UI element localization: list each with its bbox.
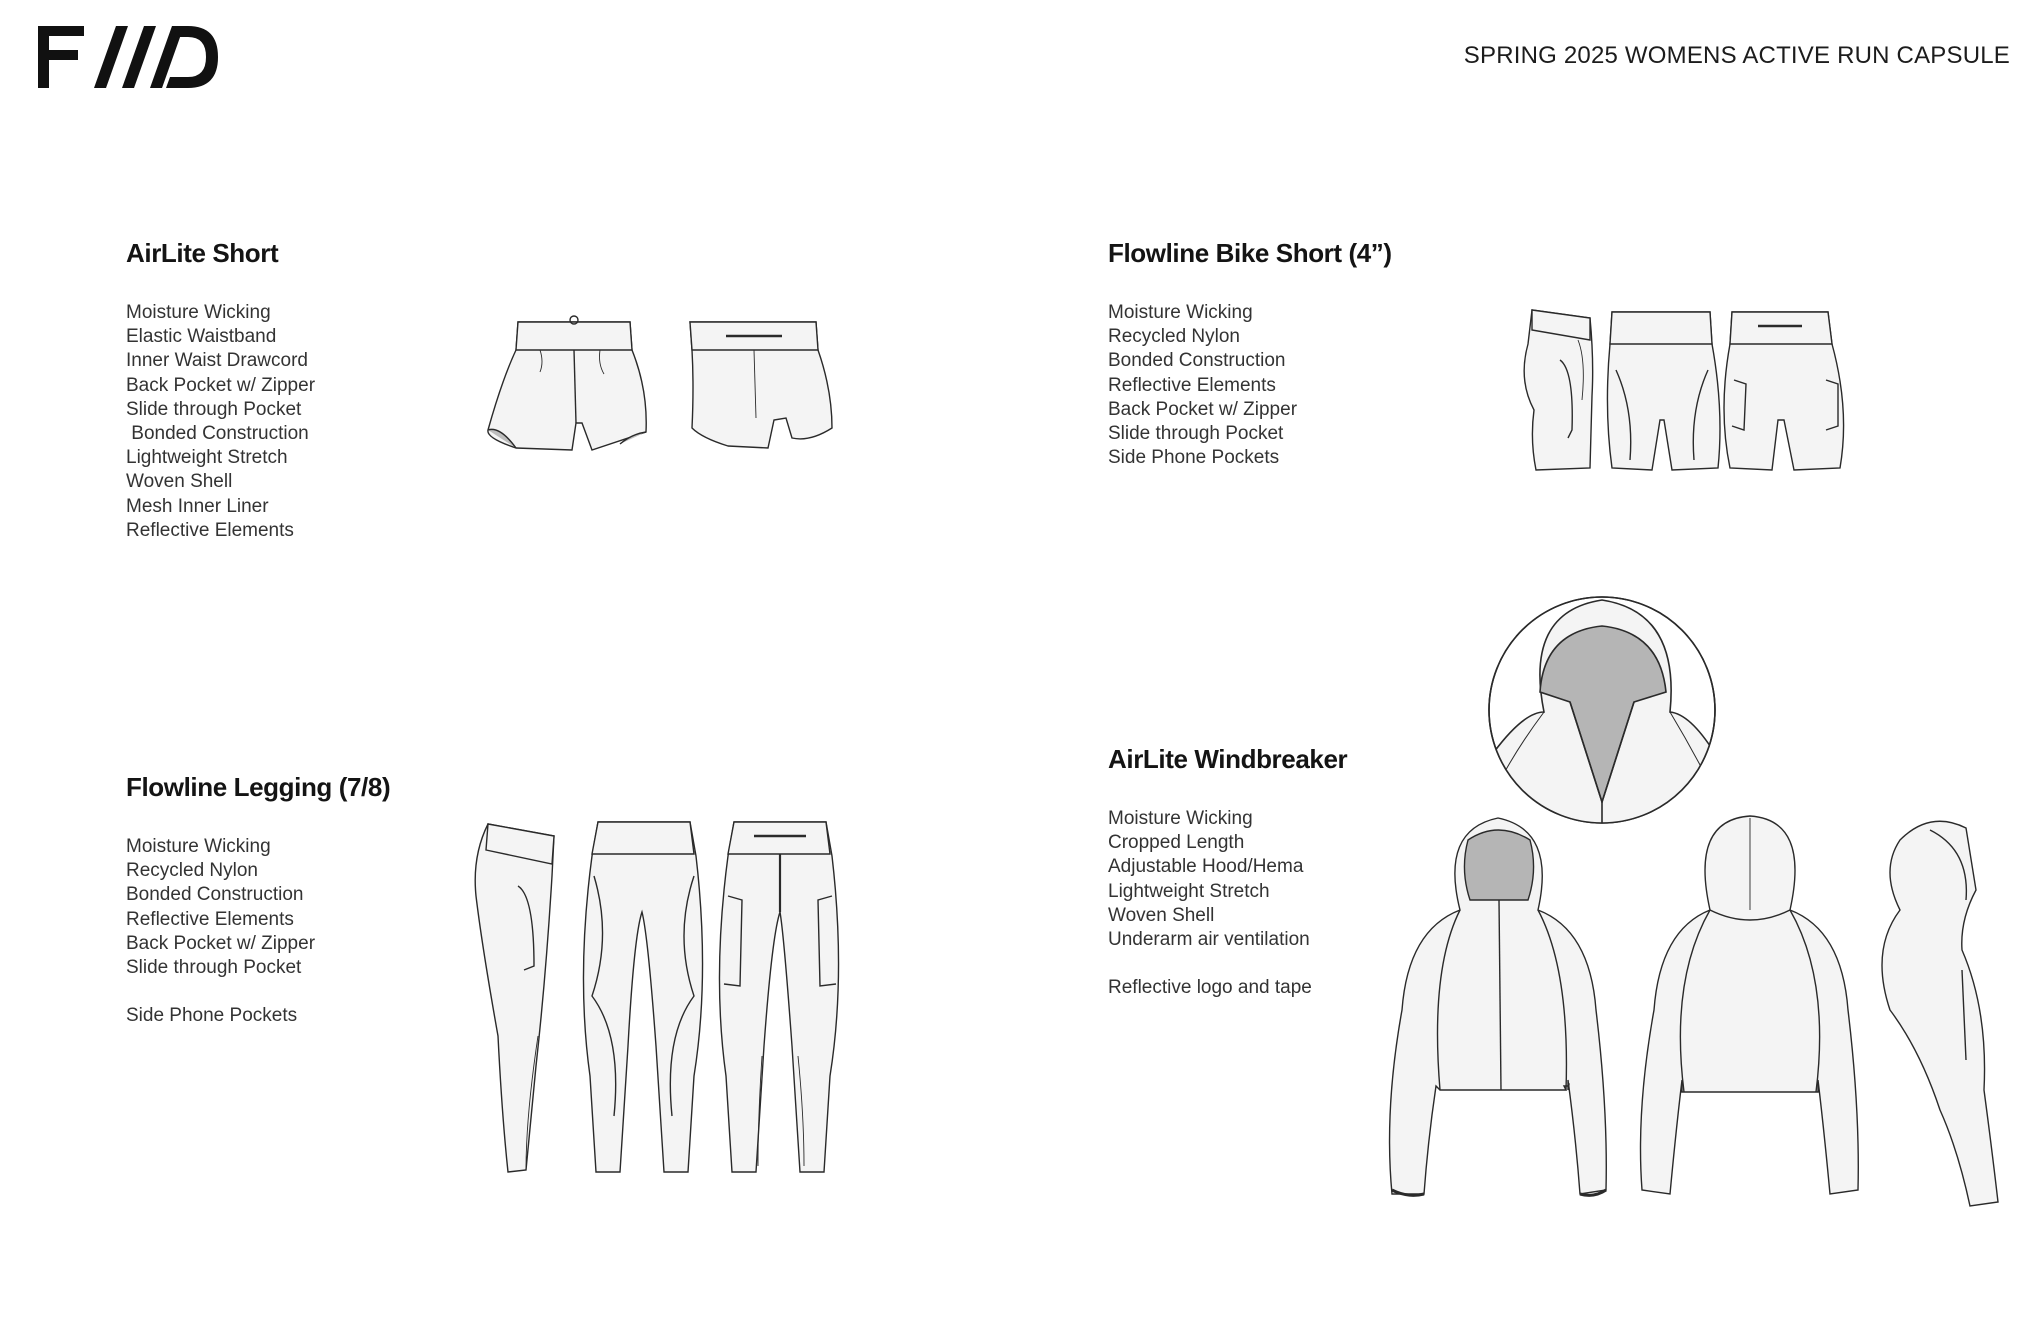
windbreaker-hood-detail [1484,592,1720,828]
legging-sketch [462,816,862,1182]
feature-item: Lightweight Stretch [1108,880,1270,902]
product-title: Flowline Bike Short (4”) [1108,238,1392,268]
brand-logo [38,26,218,88]
legging-front-view [583,822,702,1172]
short-back-view [690,322,832,448]
feature-item: Bonded Construction [126,884,304,906]
feature-item: Moisture Wicking [1108,302,1253,323]
bike-short-back-view [1724,312,1844,470]
feature-item: Back Pocket w/ Zipper [126,932,316,954]
bike-short-side-view [1524,310,1593,470]
short-front-view [488,316,646,450]
legging-side-view [475,824,554,1172]
windbreaker-sketch [1370,810,2000,1210]
feature-item: Lightweight Stretch [126,447,288,469]
feature-item: Bonded Construction [1108,350,1286,372]
feature-item: Adjustable Hood/Hema [1108,856,1304,878]
feature-item: Slide through Pocket [126,398,302,420]
feature-item: Moisture Wicking [126,302,271,323]
feature-item [126,980,466,1004]
product-airlite-short [126,238,446,543]
feature-list [126,301,446,543]
feature-item: Cropped Length [1108,832,1245,854]
bike-short-front-view [1607,312,1720,470]
product-title: AirLite Windbreaker [1108,744,1348,774]
product-airlite-windbreaker [1108,744,1408,1001]
legging-back-view [719,822,838,1172]
feature-item: Back Pocket w/ Zipper [126,374,316,396]
feature-item: Back Pocket w/ Zipper [1108,398,1298,420]
feature-item: Side Phone Pockets [1108,447,1280,469]
feature-item: Bonded Construction [126,422,309,444]
feature-item: Moisture Wicking [1108,808,1253,829]
collection-title: SPRING 2025 WOMENS ACTIVE RUN CAPSULE [1463,42,2010,69]
feature-item: Reflective Elements [1108,374,1276,396]
feature-item: Reflective logo and tape [1108,977,1312,999]
feature-item: Mesh Inner Liner [126,495,269,517]
feature-item: Slide through Pocket [126,956,302,978]
feature-list [126,835,466,1029]
feature-item: Recycled Nylon [1108,326,1240,348]
feature-item: Reflective Elements [126,908,294,930]
feature-item: Reflective Elements [126,519,294,541]
feature-item: Woven Shell [1108,904,1215,926]
feature-item: Slide through Pocket [1108,422,1284,444]
bike-short-sketch [1520,300,1860,480]
feature-item: Elastic Waistband [126,326,277,348]
feature-list [1108,807,1408,1001]
feature-list [1108,301,1448,470]
feature-item: Side Phone Pockets [126,1005,298,1027]
product-title: Flowline Legging (7/8) [126,772,391,802]
airlite-short-sketch [480,310,850,460]
feature-item [1108,952,1408,976]
windbreaker-side-view [1882,821,1998,1206]
feature-item: Moisture Wicking [126,836,271,857]
product-title: AirLite Short [126,238,279,268]
windbreaker-front-view [1390,818,1607,1195]
product-flowline-bike-short [1108,238,1448,470]
feature-item: Woven Shell [126,471,233,493]
feature-item: Underarm air ventilation [1108,928,1310,950]
feature-item: Inner Waist Drawcord [126,350,308,372]
feature-item: Recycled Nylon [126,860,258,882]
windbreaker-back-view [1641,816,1859,1194]
product-flowline-legging [126,772,466,1029]
